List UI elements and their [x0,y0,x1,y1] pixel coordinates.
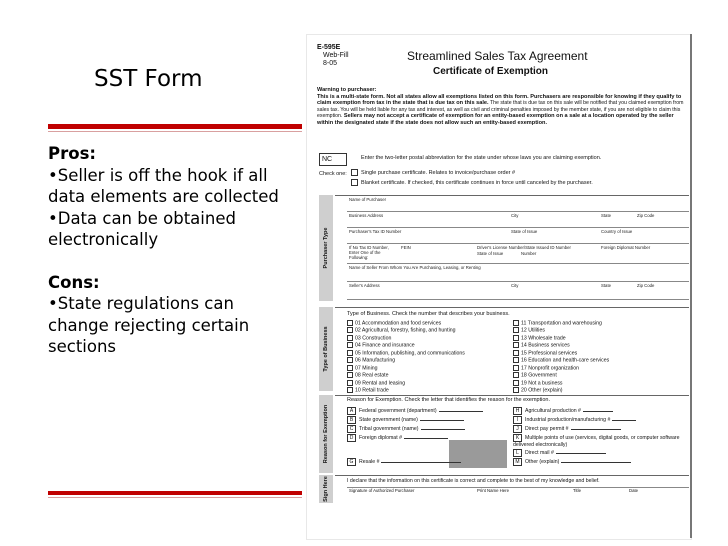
bottom-thin-rule [48,497,302,498]
exemption-heading: Reason for Exemption. Check the letter that identifies the reason for the exemption. [347,397,551,403]
cons-item: •State regulations can change rejecting certain sections [48,294,250,356]
form-title: Streamlined Sales Tax Agreement [407,49,588,63]
check-one-label: Check one: [319,171,347,177]
checkbox-icon [351,179,358,186]
cons-heading: Cons: [48,272,100,292]
sign-here-label: Sign Here [319,475,333,503]
blanket-option: Blanket certificate. If checked, this certificate continues in force until canceled by the purchaser. [351,179,593,186]
section-divider [335,195,689,196]
business-list-right: 11 Transportation and warehousing 12 Utilities 13 Wholesale trade 14 Business services 15 Professional services 16 Education and health-care services 17 Nonprofit organization 18 Government 19 Not a business 20 Other (explain) [513,320,609,395]
slide-title: SST Form [94,66,203,92]
business-heading: Type of Business. Check the number that describes your business. [347,311,510,317]
bullet-list [48,143,298,358]
bottom-accent-rule [48,491,302,495]
pros-item: •Seller is off the hook if all data elements are collected [48,165,279,206]
warning-text: Warning to purchaser: This is a multi-state form. Not all states allow all exemptions listed on this form. Purchasers are responsible for knowing if they qualify to claim exemption from tax in the state that is due tax on this sale. The state that is due tax on this sale will be notified that you claimed exemption from sales tax. You will be held liable for any tax and interest, as well as civil and criminal penalties imposed by the member state, if you are not eligible to claim this exemption. Sellers may not accept a certificate of exemption for an entity-based exemption on a sale at a location operated by the seller within the designated state if the state does not allow such an entity-based exemption. [317,87,684,126]
exemption-certificate-image: E-595E Web-Fill 8-05 Streamlined Sales Tax Agreement Certificate of Exemption Warning to purchaser: This is a multi-state form. Not all states allow all exemptions listed on this form. Purchasers are responsible for knowing if they qualify to claim exemption from tax in the state that is due tax on this sale. The state that is due tax on this sale will be notified that you claimed exemption from sales tax. You will be held liable for any tax and interest, as well as civil and criminal penalties imposed by the member state, if you are not eligible to claim this exemption. Sellers may not accept a certificate of exemption for an entity-based exemption on a sale at a location operated by the seller within the designated state if the state does not allow such an entity-based exemption. NC Enter the two-letter postal abbreviation for the state under whose laws you are claiming exemption. Check one: Single purchase certificate. Relates to invoice/purchase order # Blanket certificate. If checked, this certificate continues in force until canceled by the purchaser. Purchaser Type Name of Purchaser Business Address City State Zip Code Purchaser's Tax ID Number State of Issue Country of Issue If No Tax ID Number, Enter One of the Following: FEIN Driver's License Number/State Issued ID Number State of Issue Number Foreign Diplomat Number Name of Seller From Whom You Are Purchasing, Leasing, or Renting Seller's Address City State Zip Code Type of Business Type of Business. Check the number that describes your business. 01 Accommodation and food services 02 Agricultural, forestry, fishing, and hunting 03 Construction 04 Finance and insurance 05 Information, publishing, and communications 06 Manufacturing 07 Mining 08 Real estate 09 Rental and leasing 10 Retail trade 11 Transportation and warehousing 12 Utilities 13 Wholesale trade 14 Business services 15 Professional services 16 Education and health-care services 17 Nonprofit organization 18 Government 19 Not a business 20 Other (explain) Reason for Exemption Reason for Exemption. Check the letter that identifies the reason for the exemption. A Federal government (department) B State government (name) C Tribal government (name) D Foreign diplomat # G Resale # H Agricultural production # I Industrial production/manufacturing # J Direct pay permit # K Multiple points of use (services, digital goods, or computer software delivered electronically) L Direct mail # M Other (explain) Sign Here I declare that the information on this certificate is correct and complete to the best of my knowledge and belief. Signature of Authorized Purchaser Print Name Here Title Date [306,34,692,540]
purchaser-type-label: Purchaser Type [319,195,333,301]
pros-heading: Pros: [48,144,96,163]
form-subtitle: Certificate of Exemption [433,66,549,77]
single-purchase-option: Single purchase certificate. Relates to invoice/purchase order # [351,169,515,176]
pros-item: •Data can be obtained electronically [48,208,236,249]
state-instruction: Enter the two-letter postal abbreviation for the state under whose laws you are claiming exemption. [361,155,602,161]
form-code: E-595E Web-Fill 8-05 [317,44,349,67]
state-code-box: NC [319,153,347,166]
top-accent-rule [48,124,302,129]
type-of-business-label: Type of Business [319,307,333,391]
business-list-left: 01 Accommodation and food services 02 Agricultural, forestry, fishing, and hunting 03 Construction 04 Finance and insurance 05 Information, publishing, and communications 06 Manufacturing 07 Mining 08 Real estate 09 Rental and leasing 10 Retail trade [347,320,465,395]
declaration-text: I declare that the information on this certificate is correct and complete to the best of my knowledge and belief. [347,478,600,484]
scan-edge [690,34,692,538]
top-thin-rule [48,131,302,132]
reason-for-exemption-label: Reason for Exemption [319,395,333,473]
checkbox-icon [351,169,358,176]
